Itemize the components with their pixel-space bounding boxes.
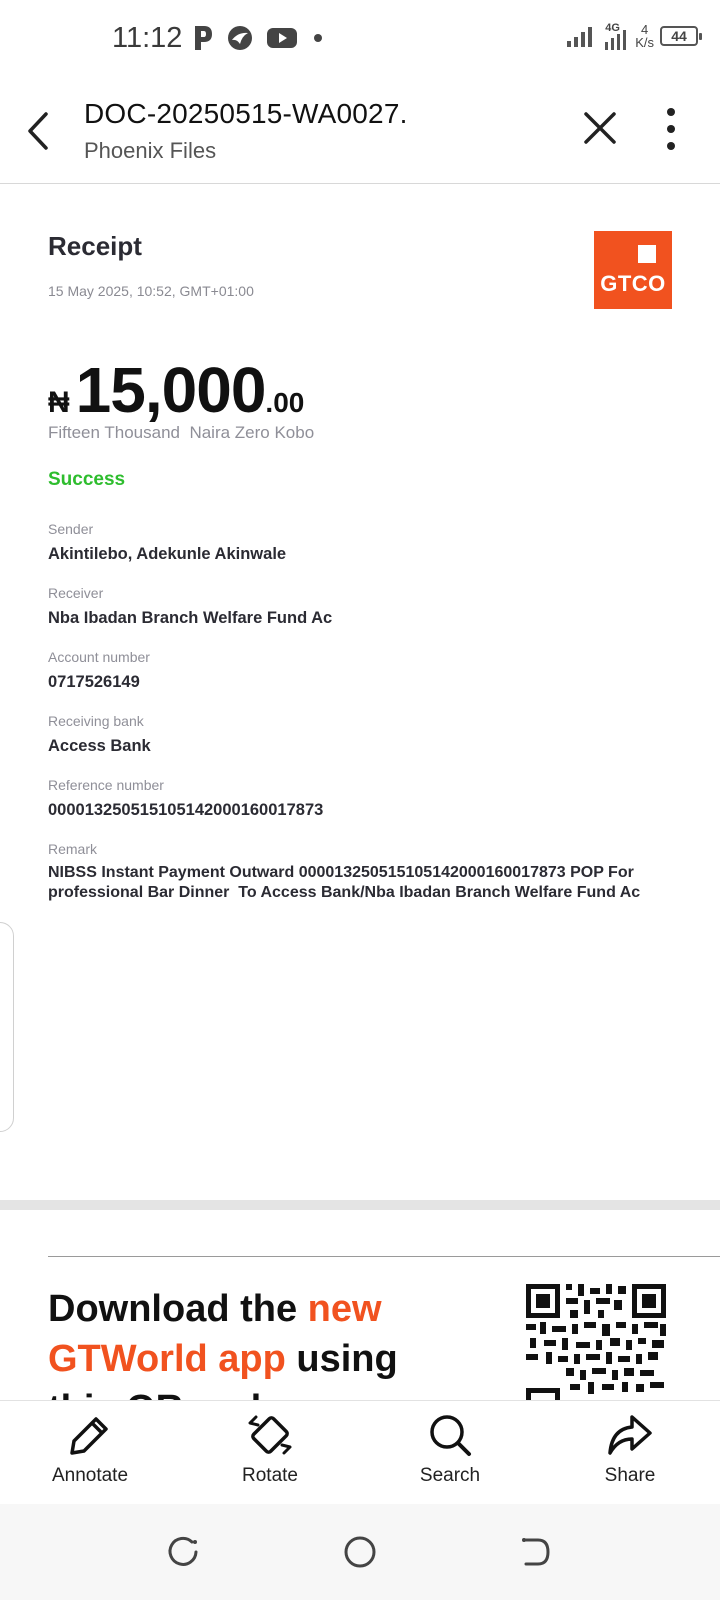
account-number-label: Account number	[48, 649, 150, 665]
network-speed	[635, 23, 654, 49]
network-type: 4G	[605, 22, 620, 34]
document-source: Phoenix Files	[84, 138, 217, 163]
youtube-icon	[266, 26, 298, 50]
promo-text	[48, 1284, 488, 1400]
search-icon	[426, 1411, 474, 1459]
network-4g-indicator	[603, 22, 629, 50]
annotate-button[interactable]	[30, 1411, 150, 1501]
gtco-logo-square	[638, 245, 656, 263]
receiving-bank-value: Access Bank	[48, 737, 151, 755]
transaction-status: Success	[48, 469, 126, 490]
notification-icons	[192, 24, 326, 52]
rotate-label: Rotate	[242, 1465, 298, 1486]
account-number-value: 0717526149	[48, 673, 140, 691]
receipt-date: 15 May 2025, 10:52, GMT+01:00	[48, 283, 254, 299]
signal-icon	[567, 25, 597, 47]
more-notifications-icon	[310, 30, 326, 46]
document-title: DOC-20250515-WA0027.	[84, 98, 408, 129]
promo-divider	[48, 1256, 720, 1257]
app-bar	[0, 80, 720, 184]
network-speed-value: 4	[640, 22, 649, 37]
status-time: 11:12	[112, 22, 183, 54]
remark-value: NIBSS Instant Payment Outward 000013250515105142000160017873 POP For professional Bar Dinner To Access Bank/Nba Ibadan Branch Welfare Fund Ac	[48, 864, 641, 901]
amount-in-words: Fifteen Thousand Naira Zero Kobo	[48, 423, 315, 442]
amount-main: 15,000	[75, 354, 266, 426]
bird-app-icon	[226, 24, 254, 52]
receiver-value: Nba Ibadan Branch Welfare Fund Ac	[48, 609, 333, 627]
currency-symbol: ₦	[48, 386, 70, 419]
promo-highlight-2: GTWorld app	[48, 1338, 286, 1380]
back-nav-icon[interactable]	[518, 1534, 554, 1570]
receipt-page	[0, 185, 720, 1205]
network-speed-unit: K/s	[635, 35, 654, 50]
remark-label: Remark	[48, 841, 98, 857]
home-icon[interactable]	[342, 1534, 378, 1570]
qr-code-image	[526, 1284, 668, 1400]
amount	[48, 353, 304, 427]
receipt-title: Receipt	[48, 231, 142, 261]
close-icon[interactable]	[580, 108, 620, 148]
status-right-icons	[567, 22, 698, 50]
rotate-button[interactable]	[210, 1411, 330, 1501]
promo-text-part-1: Download the	[48, 1288, 308, 1330]
pencil-icon	[66, 1411, 114, 1459]
recent-apps-icon[interactable]	[166, 1534, 202, 1570]
sender-label: Sender	[48, 521, 94, 537]
promo-text-part-2: using	[285, 1338, 398, 1380]
signal-2-icon	[603, 30, 629, 50]
rotate-icon	[246, 1411, 294, 1459]
page-separator	[0, 1200, 720, 1210]
bottom-toolbar	[0, 1400, 720, 1504]
share-label: Share	[604, 1465, 656, 1486]
promo-highlight-1: new	[307, 1288, 382, 1330]
more-options-icon[interactable]	[656, 104, 686, 154]
side-drawer-handle[interactable]	[0, 922, 14, 1132]
reference-number-value: 000013250515105142000160017873	[48, 801, 324, 819]
sender-value: Akintilebo, Adekunle Akinwale	[48, 545, 287, 563]
share-icon	[606, 1411, 654, 1459]
battery-indicator: 44	[660, 26, 698, 46]
gtco-logo-text: GTCO	[600, 271, 666, 296]
reference-number-label: Reference number	[48, 777, 164, 793]
annotate-label: Annotate	[51, 1465, 129, 1486]
receiver-label: Receiver	[48, 585, 104, 601]
receiving-bank-label: Receiving bank	[48, 713, 144, 729]
amount-decimal: .00	[265, 387, 305, 418]
p-app-icon	[192, 24, 214, 52]
gtco-logo	[594, 231, 672, 309]
system-navigation-bar	[0, 1504, 720, 1600]
search-label: Search	[419, 1465, 481, 1486]
share-button[interactable]	[570, 1411, 690, 1501]
status-bar	[0, 0, 720, 80]
back-arrow-icon[interactable]	[20, 106, 60, 156]
search-button[interactable]	[390, 1411, 510, 1501]
